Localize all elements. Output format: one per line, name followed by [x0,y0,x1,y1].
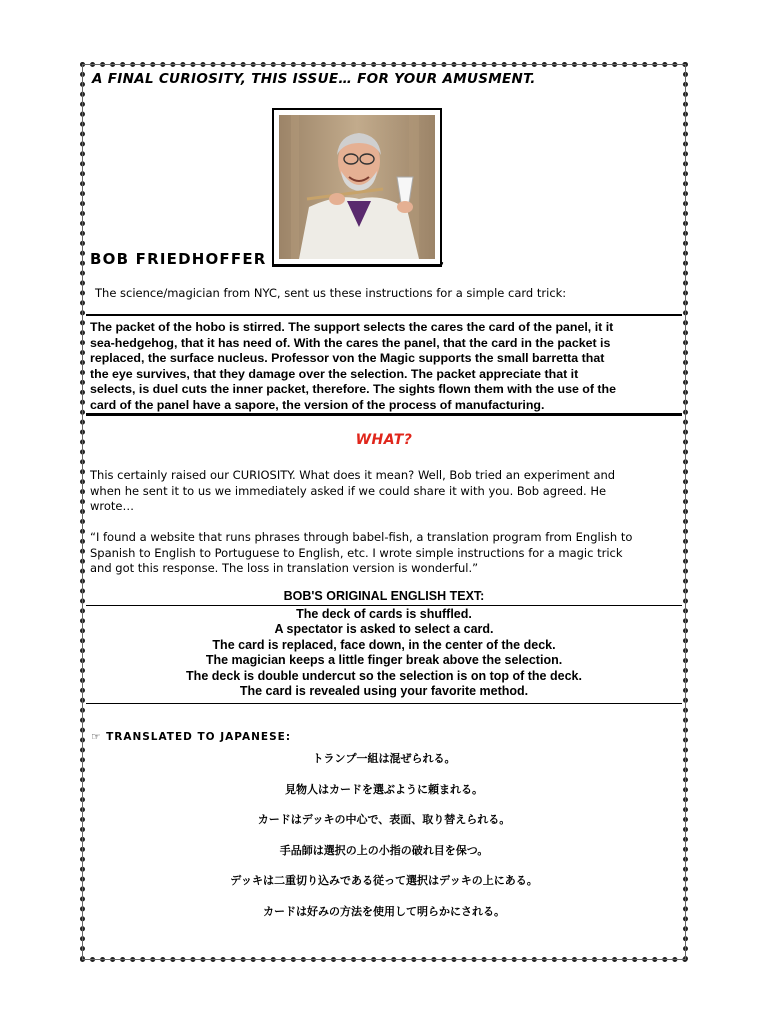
japanese-line: デッキは二重切り込みである従って選択はデッキの上にある。 [230,874,538,888]
divider-thick [86,413,682,416]
japanese-title [91,731,291,743]
paragraph-line: wrote… [90,499,135,513]
packet-line: sea-hedgehog, that it has need of. With the cares the panel, that the card in the packet is [90,335,611,350]
divider-top [86,314,682,316]
portrait-photo [279,115,435,259]
japanese-line: 手品師は選択の上の小指の破れ目を保つ。 [279,843,489,857]
name-comma: , [440,252,445,268]
author-name: BOB FRIEDHOFFER [90,250,267,268]
original-line: The card is revealed using your favorite method. [239,684,529,699]
original-line: A spectator is asked to select a card. [274,622,494,637]
paragraph-line: and got this response. The loss in translation version is wonderful.” [90,561,479,575]
page-heading: A FINAL CURIOSITY, THIS ISSUE… FOR YOUR AMUSMENT. [92,71,536,87]
intro-text: The science/magician from NYC, sent us these instructions for a simple card trick: [95,286,567,300]
paragraph-line: “I found a website that runs phrases through babel-fish, a translation program from English to [90,530,633,544]
what-heading: WHAT? [355,432,413,448]
original-line: The deck is double undercut so the selection is on top of the deck. [186,668,582,683]
japanese-text [86,744,682,928]
portrait-illustration [279,115,435,259]
japanese-title-text: TRANSLATED TO JAPANESE: [106,731,292,743]
original-text-title: BOB'S ORIGINAL ENGLISH TEXT: [283,589,485,603]
packet-line: card of the panel have a sapore, the version of the process of manufacturing. [90,397,545,412]
portrait-photo-frame [272,108,445,268]
paragraph-line: when he sent it to us we immediately asked if we could share it with you. Bob agreed. He [90,483,607,498]
original-line: The deck of cards is shuffled. [296,607,472,621]
original-text [86,607,682,699]
japanese-line: トランプ一組は混ぜられる。 [312,752,456,765]
japanese-line: 見物人はカードを選ぶように頼まれる。 [285,782,483,796]
pointing-hand-icon: ☞ [91,731,102,743]
packet-line: replaced, the surface nucleus. Professor von the Magic supports the small barretta that [90,351,605,365]
paragraph-curiosity [90,468,680,515]
paragraph-line: Spanish to English to Portuguese to English, etc. I wrote simple instructions for a magic trick [90,545,623,560]
paragraph-quote [90,530,680,577]
divider-original-bottom [86,703,682,704]
packet-line: selects, is duel cuts the inner packet, therefore. The sights flown them with the use of the [90,382,617,396]
packet-text [90,320,680,413]
packet-line: The packet of the hobo is stirred. The support selects the cares the card of the panel, it it [90,320,614,334]
packet-line: the eye survives, that they damage over the selection. The packet appreciate that it [90,366,579,381]
original-line: The card is replaced, face down, in the center of the deck. [212,637,556,652]
divider-original-top [86,605,682,606]
japanese-line: カードは好みの方法を使用して明らかにされる。 [263,904,505,918]
name-underline [272,265,442,267]
original-line: The magician keeps a little finger break above the selection. [205,653,563,668]
paragraph-line: This certainly raised our CURIOSITY. What does it mean? Well, Bob tried an experiment and [90,468,616,482]
japanese-line: カードはデッキの中心で、表面、取り替えられる。 [257,813,511,827]
